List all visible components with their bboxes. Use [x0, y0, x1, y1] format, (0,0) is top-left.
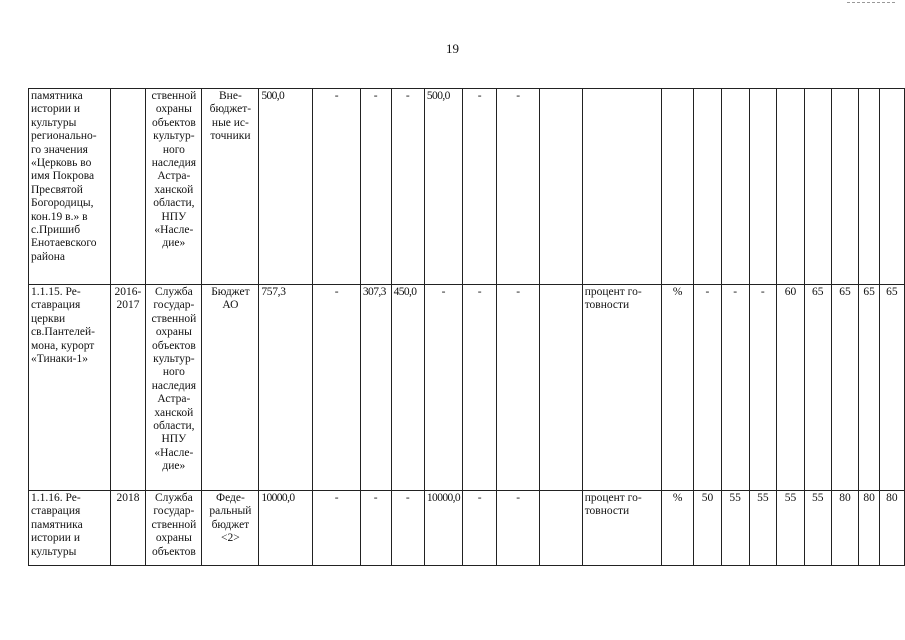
table-row	[29, 491, 905, 566]
cell-value-5	[804, 89, 831, 285]
cell-value-5: 55	[804, 491, 831, 566]
cell-indicator: процент го- товности	[582, 491, 661, 566]
cell-value-4: 55	[777, 491, 805, 566]
cell-value-7: 80	[859, 491, 880, 566]
cell-year-6: -	[497, 285, 540, 491]
cell-indicator: процент го- товности	[582, 285, 661, 491]
cell-value-8: 80	[879, 491, 904, 566]
cell-year-5: -	[463, 285, 497, 491]
cell-year-3: -	[391, 491, 424, 566]
cell-year-5: -	[463, 89, 497, 285]
corner-mark	[847, 2, 895, 3]
page-number: 19	[446, 41, 459, 56]
cell-value-6	[831, 89, 859, 285]
cell-value-2: -	[721, 285, 749, 491]
cell-value-1: 50	[694, 491, 722, 566]
cell-value-4: 60	[777, 285, 805, 491]
cell-year-4: 10000,0	[424, 491, 462, 566]
cell-year-2: -	[360, 89, 391, 285]
cell-empty	[540, 491, 583, 566]
cell-source: Бюджет АО	[202, 285, 259, 491]
cell-empty	[540, 285, 583, 491]
cell-value-3: -	[749, 285, 777, 491]
cell-years	[110, 89, 146, 285]
cell-unit: %	[662, 285, 694, 491]
cell-value-1: -	[694, 285, 722, 491]
cell-year-6: -	[497, 491, 540, 566]
cell-year-5: -	[463, 491, 497, 566]
table-row	[29, 285, 905, 491]
cell-value-7: 65	[859, 285, 880, 491]
cell-value-8	[879, 89, 904, 285]
cell-total: 757,3	[259, 285, 313, 491]
cell-year-3: 450,0	[391, 285, 424, 491]
cell-source: Вне- бюджет- ные ис- точники	[202, 89, 259, 285]
cell-year-1: -	[313, 491, 360, 566]
cell-name: памятника истории и культуры регионально- го значения «Церковь во имя Покрова Пресвятой Богородицы, кон.19 в.» в с.Пришиб Енотаевского района	[29, 89, 111, 285]
cell-years: 2018	[110, 491, 146, 566]
cell-year-3: -	[391, 89, 424, 285]
cell-value-7	[859, 89, 880, 285]
program-table	[28, 88, 905, 566]
cell-year-6: -	[497, 89, 540, 285]
cell-value-6: 65	[831, 285, 859, 491]
cell-year-4: -	[424, 285, 462, 491]
cell-value-5: 65	[804, 285, 831, 491]
cell-executor: Служба государ- ственной охраны объектов культур- ного наследия Астра- ханской области, НПУ «Насле- дие»	[146, 285, 202, 491]
cell-value-2: 55	[721, 491, 749, 566]
cell-year-1: -	[313, 89, 360, 285]
cell-years: 2016- 2017	[110, 285, 146, 491]
cell-value-1	[694, 89, 722, 285]
cell-year-2: 307,3	[360, 285, 391, 491]
cell-value-2	[721, 89, 749, 285]
cell-value-4	[777, 89, 805, 285]
cell-year-4: 500,0	[424, 89, 462, 285]
cell-executor: ственной охраны объектов культур- ного наследия Астра- ханской области, НПУ «Насле- дие»	[146, 89, 202, 285]
cell-total: 10000,0	[259, 491, 313, 566]
cell-total: 500,0	[259, 89, 313, 285]
cell-unit: %	[662, 491, 694, 566]
cell-value-6: 80	[831, 491, 859, 566]
cell-year-2: -	[360, 491, 391, 566]
cell-source: Феде- ральный бюджет <2>	[202, 491, 259, 566]
cell-value-3	[749, 89, 777, 285]
cell-name: 1.1.16. Ре- ставрация памятника истории и культуры	[29, 491, 111, 566]
cell-value-3: 55	[749, 491, 777, 566]
cell-indicator	[582, 89, 661, 285]
cell-executor: Служба государ- ственной охраны объектов	[146, 491, 202, 566]
cell-year-1: -	[313, 285, 360, 491]
table-row	[29, 89, 905, 285]
cell-empty	[540, 89, 583, 285]
cell-value-8: 65	[879, 285, 904, 491]
cell-name: 1.1.15. Ре- ставрация церкви св.Пантелей- мона, курорт «Тинаки-1»	[29, 285, 111, 491]
cell-unit	[662, 89, 694, 285]
